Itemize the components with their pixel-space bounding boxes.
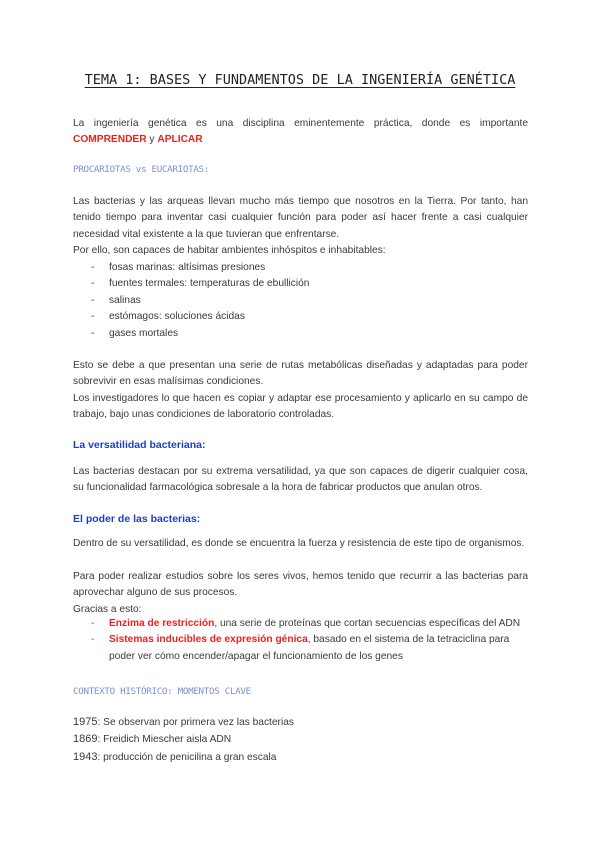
list-item: - salinas bbox=[91, 293, 521, 309]
timeline-year: 1975 bbox=[73, 716, 98, 728]
section-heading-versatilidad: La versatilidad bacteriana: bbox=[73, 439, 206, 451]
term-desc: , basado en el sistema de la tetraciclina para poder ver cómo encender/apagar el funcionamiento de los genes bbox=[109, 634, 510, 662]
list-item bbox=[91, 632, 528, 665]
timeline-list bbox=[73, 714, 528, 766]
term-enzima: Enzima de restricción bbox=[109, 618, 215, 629]
term-sistemas: Sistemas inducibles de expresión génica bbox=[109, 634, 308, 646]
list-item bbox=[91, 616, 528, 632]
section-heading-poder: El poder de las bacterias: bbox=[73, 513, 201, 525]
section-heading-contexto: CONTEXTO HISTÓRICO: MOMENTOS CLAVE bbox=[73, 686, 251, 697]
paragraph-investigadores: Los investigadores lo que hacen es copiar y adaptar ese procesamiento y aplicarlo en su campo de trabajo, bajo unas condiciones de laboratorio controladas. bbox=[73, 393, 528, 421]
list-item: - estómagos: soluciones ácidas bbox=[91, 309, 521, 325]
section-heading-procariotas: PROCARIOTAS vs EUCARIOTAS: bbox=[73, 164, 210, 175]
paragraph-estudios: Para poder realizar estudios sobre los seres vivos, hemos tenido que recurrir a las bacterias para aprovechar alguno de sus procesos. bbox=[73, 571, 528, 599]
paragraph-habitar: Por ello, son capaces de habitar ambientes inhóspitos e inhabitables: bbox=[73, 245, 386, 256]
intro-middle: y bbox=[146, 134, 158, 146]
paragraph-bacterias: Las bacterias y las arqueas llevan mucho más tiempo que nosotros en la Tierra. Por tanto, han tenido tiempo para inventar casi cualquier función para poder así hacer frente a casi cualquier necesidad vital existente a la que tuvieran que enfrentarse. bbox=[73, 196, 528, 240]
highlight-comprender: COMPRENDER bbox=[73, 134, 147, 146]
term-desc: , una serie de proteínas que cortan secuencias específicas del ADN bbox=[214, 618, 521, 629]
timeline-text: : Freidich Miescher aisla ADN bbox=[97, 734, 232, 746]
list-item: - gases mortales bbox=[91, 326, 521, 342]
timeline-year: 1943 bbox=[73, 750, 98, 763]
timeline-text: : Se observan por primera vez las bacterias bbox=[97, 717, 294, 728]
paragraph-rutas: Esto se debe a que presentan una serie de rutas metabólicas diseñadas y adaptadas para poder sobrevivir en esas malísimas condiciones. bbox=[73, 360, 528, 388]
paragraph-fuerza: Dentro de su versatilidad, es donde se encuentra la fuerza y resistencia de este tipo de organismos. bbox=[73, 538, 525, 549]
list-item: - fuentes termales: temperaturas de ebullición bbox=[91, 276, 521, 292]
tools-list bbox=[91, 616, 528, 665]
timeline-item bbox=[73, 749, 528, 766]
highlight-aplicar: APLICAR bbox=[157, 134, 203, 146]
list-item: - fosas marinas: altísimas presiones bbox=[91, 260, 521, 276]
paragraph-gracias: Gracias a esto: bbox=[73, 604, 142, 615]
timeline-item bbox=[73, 731, 528, 748]
paragraph-versatilidad: Las bacterias destacan por su extrema versatilidad, ya que son capaces de digerir cualquier cosa, su funcionalidad farmacológica sobresale a la hora de fabricar productos que anulan otros. bbox=[73, 466, 528, 494]
intro-text: La ingeniería genética es una disciplina eminentemente práctica, donde es importante bbox=[73, 118, 528, 129]
page-title: TEMA 1: BASES Y FUNDAMENTOS DE LA INGENIERÍA GENÉTICA bbox=[84, 72, 516, 88]
timeline-item bbox=[73, 714, 528, 731]
intro-paragraph bbox=[73, 116, 528, 149]
timeline-text: : producción de penicilina a gran escala bbox=[97, 751, 277, 763]
timeline-year: 1869 bbox=[73, 733, 98, 746]
habitats-list bbox=[91, 260, 521, 342]
